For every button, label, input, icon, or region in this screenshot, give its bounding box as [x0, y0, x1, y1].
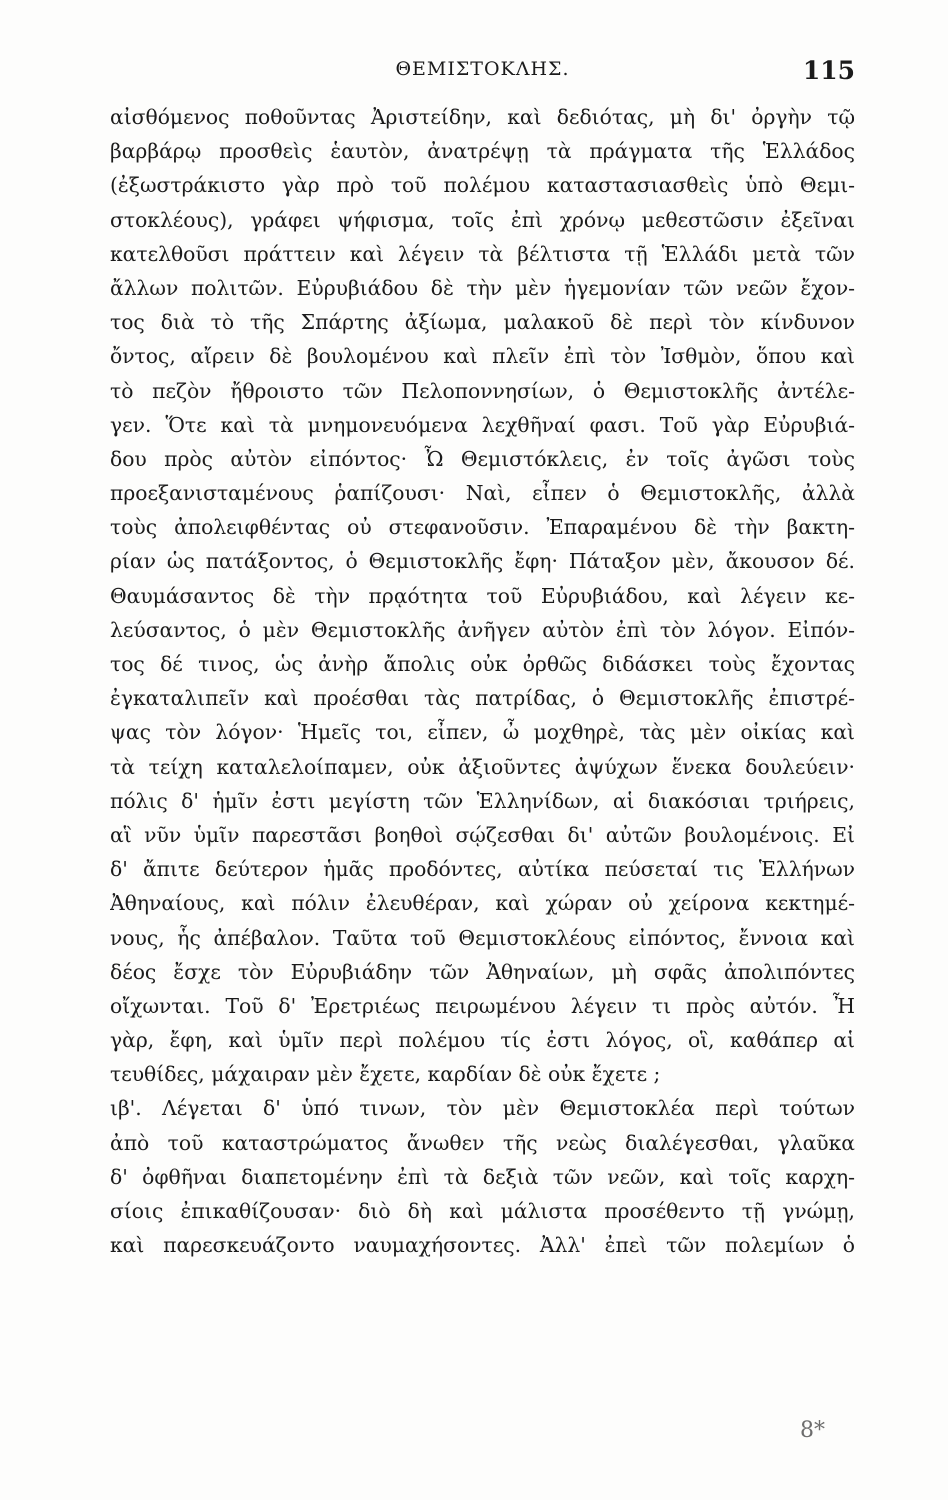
text-line: τος διὰ τὸ τῆς Σπάρτης ἀξίωμα, μαλακοῦ δὲ περὶ τὸν κίνδυνον: [110, 310, 855, 335]
text-line: ἐγκαταλιπεῖν καὶ προέσθαι τὰς πατρίδας, ὁ Θεμιστοκλῆς ἐπιστρέ-: [110, 686, 855, 711]
text-line: δ' ὀφθῆναι διαπετομένην ἐπὶ τὰ δεξιὰ τῶν νεῶν, καὶ τοῖς καρχη-: [110, 1164, 855, 1189]
text-line: ὄντος, αἴρειν δὲ βουλομένου καὶ πλεῖν ἐπὶ τὸν Ἰσθμὸν, ὅπου καὶ: [110, 344, 855, 369]
text-line: γεν. Ὅτε καὶ τὰ μνημονευόμενα λεχθῆναί φασι. Τοῦ γὰρ Εὐρυβιά-: [110, 412, 855, 437]
body-text: [110, 100, 855, 1262]
text-line: τὰ τείχη καταλελοίπαμεν, οὐκ ἀξιοῦντες ἀψύχων ἕνεκα δουλεύειν·: [110, 754, 855, 779]
text-line: γὰρ, ἔφη, καὶ ὑμῖν περὶ πολέμου τίς ἐστι λόγος, οἳ, καθάπερ αἱ: [110, 1028, 855, 1053]
text-line: Θαυμάσαντος δὲ τὴν πρᾳότητα τοῦ Εὐρυβιάδου, καὶ λέγειν κε-: [110, 583, 855, 608]
text-line: αἰσθόμενος ποθοῦντας Ἀριστείδην, καὶ δεδιότας, μὴ δι' ὀργὴν τῷ: [110, 105, 855, 129]
running-title: ΘΕΜΙΣΤΟΚΛΗΣ.: [395, 58, 570, 80]
text-line: ἄλλων πολιτῶν. Εὐρυβιάδου δὲ τὴν μὲν ἡγεμονίαν τῶν νεῶν ἔχον-: [110, 275, 855, 300]
text-line: οἴχωνται. Τοῦ δ' Ἐρετριέως πειρωμένου λέγειν τι πρὸς αὐτόν. Ἦ: [110, 993, 855, 1018]
text-line: λεύσαντος, ὁ μὲν Θεμιστοκλῆς ἀνῆγεν αὐτὸν ἐπὶ τὸν λόγον. Εἰπόν-: [110, 617, 855, 642]
text-line: ρίαν ὡς πατάξοντος, ὁ Θεμιστοκλῆς ἔφη· Πάταξον μὲν, ἄκουσον δέ.: [110, 549, 855, 574]
text-line: τευθίδες, μάχαιραν μὲν ἔχετε, καρδίαν δὲ οὐκ ἔχετε ;: [110, 1062, 661, 1087]
text-line: τος δέ τινος, ὡς ἀνὴρ ἄπολις οὐκ ὀρθῶς διδάσκει τοὺς ἔχοντας: [110, 652, 855, 676]
page-number: 115: [802, 56, 855, 85]
text-line: δ' ἄπιτε δεύτερον ἡμᾶς προδόντες, αὐτίκα πεύσεταί τις Ἑλλήνων: [110, 857, 855, 882]
text-line: αἳ νῦν ὑμῖν παρεστᾶσι βοηθοὶ σῴζεσθαι δι' αὐτῶν βουλομένοις. Εἰ: [110, 822, 855, 847]
text-line: ἀπὸ τοῦ καταστρώματος ἄνωθεν τῆς νεὼς διαλέγεσθαι, γλαῦκα: [110, 1130, 855, 1155]
signature-mark: 8*: [800, 1418, 825, 1443]
text-line: πόλις δ' ἡμῖν ἐστι μεγίστη τῶν Ἑλληνίδων, αἱ διακόσιαι τριήρεις,: [110, 788, 855, 813]
text-line: σίοις ἐπικαθίζουσαν· διὸ δὴ καὶ μάλιστα προσέθεντο τῇ γνώμῃ,: [110, 1199, 855, 1223]
text-line: ιβ'. Λέγεται δ' ὑπό τινων, τὸν μὲν Θεμιστοκλέα περὶ τούτων: [110, 1096, 855, 1121]
text-line: στοκλέους), γράφει ψήφισμα, τοῖς ἐπὶ χρόνῳ μεθεστῶσιν ἐξεῖναι: [110, 207, 855, 232]
text-line: τοὺς ἀπολειφθέντας οὐ στεφανοῦσιν. Ἐπαραμένου δὲ τὴν βακτη-: [110, 515, 855, 540]
text-line: βαρβάρῳ προσθεὶς ἑαυτὸν, ἀνατρέψῃ τὰ πράγματα τῆς Ἑλλάδος: [110, 139, 855, 164]
text-line: προεξανισταμένους ῥαπίζουσι· Ναὶ, εἶπεν ὁ Θεμιστοκλῆς, ἀλλὰ: [110, 481, 855, 506]
text-line: (ἐξωστράκιστο γὰρ πρὸ τοῦ πολέμου καταστασιασθεὶς ὑπὸ Θεμι-: [110, 173, 855, 198]
text-line: δου πρὸς αὐτὸν εἰπόντος· Ὦ Θεμιστόκλεις, ἐν τοῖς ἀγῶσι τοὺς: [110, 446, 855, 471]
text-line: κατελθοῦσι πράττειν καὶ λέγειν τὰ βέλτιστα τῇ Ἑλλάδι μετὰ τῶν: [110, 241, 855, 266]
text-line: καὶ παρεσκευάζοντο ναυμαχήσοντες. Ἀλλ' ἐπεὶ τῶν πολεμίων ὁ: [110, 1233, 855, 1258]
text-line: ψας τὸν λόγον· Ἡμεῖς τοι, εἶπεν, ὦ μοχθηρὲ, τὰς μὲν οἰκίας καὶ: [110, 720, 855, 745]
text-line: τὸ πεζὸν ἤθροιστο τῶν Πελοποννησίων, ὁ Θεμιστοκλῆς ἀντέλε-: [110, 378, 855, 403]
page-header: [110, 58, 855, 98]
text-line: νους, ἧς ἀπέβαλον. Ταῦτα τοῦ Θεμιστοκλέους εἰπόντος, ἔννοια καὶ: [110, 925, 855, 950]
text-line: δέος ἔσχε τὸν Εὐρυβιάδην τῶν Ἀθηναίων, μὴ σφᾶς ἀπολιπόντες: [110, 959, 855, 984]
text-line: Ἀθηναίους, καὶ πόλιν ἐλευθέραν, καὶ χώραν οὐ χείρονα κεκτημέ-: [110, 891, 855, 916]
